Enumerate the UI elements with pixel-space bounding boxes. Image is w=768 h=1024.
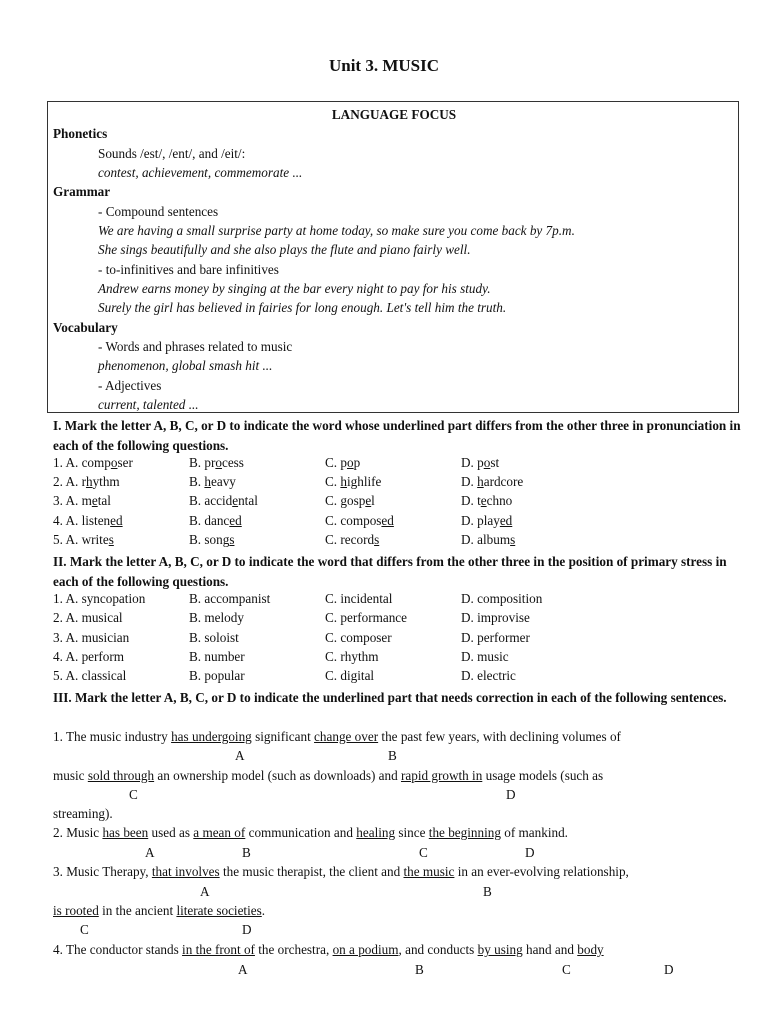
- option-c: C. incidental: [325, 591, 393, 606]
- option-c: C. composed: [325, 513, 394, 528]
- answer-letter-b: B: [415, 962, 424, 977]
- vocabulary-line: - Words and phrases related to music: [98, 339, 293, 354]
- section-1-heading: I. Mark the letter A, B, C, or D to indicate the word whose underlined part differs from the other three in pronunciation in each of the following questions.: [53, 418, 741, 453]
- question-row: [53, 630, 743, 649]
- option-a: 3. A. metal: [53, 493, 111, 508]
- answer-letter-b: B: [483, 884, 492, 899]
- phonetics-label: Phonetics: [53, 126, 108, 141]
- option-c: C. performance: [325, 610, 408, 625]
- phonetics-example: contest, achievement, commemorate ...: [98, 165, 303, 180]
- section-2-heading: II. Mark the letter A, B, C, or D to indicate the word that differs from the other three in the position of primary stress in each of the following questions.: [53, 554, 727, 589]
- answer-letter-b: B: [242, 845, 251, 860]
- sentence-2: 2. Music has been used as a mean of communication and healing since the beginning of mankind.: [53, 825, 568, 840]
- option-c: C. gospel: [325, 493, 375, 508]
- question-row: [53, 649, 743, 668]
- answer-letter-d: D: [506, 787, 516, 802]
- option-d: D. techno: [461, 493, 513, 508]
- language-focus-box: [47, 101, 739, 413]
- grammar-example: Andrew earns money by singing at the bar every night to pay for his study.: [98, 281, 491, 296]
- question-row: [53, 591, 743, 610]
- sentence-4: 4. The conductor stands in the front of the orchestra, on a podium, and conducts by using hand and body: [53, 942, 604, 957]
- focus-heading: LANGUAGE FOCUS: [331, 107, 457, 122]
- sentence-1-line-2: music sold through an ownership model (such as downloads) and rapid growth in usage models (such as: [53, 768, 604, 783]
- answer-letter-a: A: [238, 962, 248, 977]
- option-b: B. soloist: [189, 630, 239, 645]
- option-a: 5. A. classical: [53, 668, 127, 683]
- option-b: B. number: [189, 649, 245, 664]
- page-title: Unit 3. MUSIC: [328, 56, 440, 75]
- grammar-label: Grammar: [53, 184, 111, 199]
- question-row: [53, 532, 743, 551]
- question-row: [53, 474, 743, 493]
- phonetics-line: Sounds /est/, /ent/, and /eit/:: [98, 146, 246, 161]
- option-a: 1. A. syncopation: [53, 591, 146, 606]
- option-d: D. improvise: [461, 610, 530, 625]
- option-b: B. danced: [189, 513, 242, 528]
- answer-letter-a: A: [200, 884, 210, 899]
- option-a: 2. A. rhythm: [53, 474, 120, 489]
- question-row: [53, 668, 743, 687]
- answer-letter-d: D: [664, 962, 674, 977]
- answer-letter-c: C: [562, 962, 571, 977]
- answer-letter-c: C: [129, 787, 138, 802]
- option-c: C. highlife: [325, 474, 382, 489]
- option-c: C. pop: [325, 455, 361, 470]
- option-d: D. hardcore: [461, 474, 524, 489]
- option-b: B. songs: [189, 532, 235, 547]
- answer-letter-a: A: [235, 748, 245, 763]
- question-row: [53, 513, 743, 532]
- grammar-example: We are having a small surprise party at home today, so make sure you come back by 7p.m.: [98, 223, 575, 238]
- option-a: 1. A. composer: [53, 455, 133, 470]
- answer-letter-a: A: [145, 845, 155, 860]
- option-b: B. accompanist: [189, 591, 271, 606]
- grammar-line: - Compound sentences: [98, 204, 219, 219]
- vocabulary-line: - Adjectives: [98, 378, 162, 393]
- option-d: D. music: [461, 649, 509, 664]
- answer-letter-c: C: [419, 845, 428, 860]
- vocabulary-example: phenomenon, global smash hit ...: [98, 358, 273, 373]
- option-a: 4. A. perform: [53, 649, 125, 664]
- question-row: [53, 493, 743, 512]
- answer-letter-d: D: [242, 922, 252, 937]
- vocabulary-label: Vocabulary: [53, 320, 118, 335]
- grammar-example: She sings beautifully and she also plays the flute and piano fairly well.: [98, 242, 471, 257]
- section-3-heading: III. Mark the letter A, B, C, or D to indicate the underlined part that needs correction in each of the following sentences.: [53, 690, 727, 705]
- option-a: 5. A. writes: [53, 532, 114, 547]
- option-d: D. albums: [461, 532, 516, 547]
- question-row: [53, 610, 743, 629]
- option-a: 3. A. musician: [53, 630, 130, 645]
- option-b: B. popular: [189, 668, 245, 683]
- option-a: 4. A. listened: [53, 513, 123, 528]
- sentence-1-line-3: streaming).: [53, 806, 113, 821]
- sentence-3-line-1: 3. Music Therapy, that involves the music therapist, the client and the music in an ever-evolving relationship,: [53, 864, 629, 879]
- grammar-example: Surely the girl has believed in fairies for long enough. Let's tell him the truth.: [98, 300, 507, 315]
- answer-letter-d: D: [525, 845, 535, 860]
- grammar-line: - to-infinitives and bare infinitives: [98, 262, 279, 277]
- question-row: [53, 455, 743, 474]
- answer-letter-c: C: [80, 922, 89, 937]
- option-d: D. electric: [461, 668, 516, 683]
- answer-letter-b: B: [388, 748, 397, 763]
- option-d: D. performer: [461, 630, 530, 645]
- option-b: B. heavy: [189, 474, 236, 489]
- option-b: B. melody: [189, 610, 244, 625]
- option-b: B. accidental: [189, 493, 258, 508]
- option-b: B. process: [189, 455, 244, 470]
- option-c: C. records: [325, 532, 380, 547]
- option-a: 2. A. musical: [53, 610, 123, 625]
- option-c: C. composer: [325, 630, 392, 645]
- option-c: C. rhythm: [325, 649, 379, 664]
- option-d: D. post: [461, 455, 500, 470]
- option-c: C. digital: [325, 668, 375, 683]
- sentence-3-line-2: is rooted in the ancient literate societies.: [53, 903, 266, 918]
- sentence-1-line-1: 1. The music industry has undergoing significant change over the past few years, with declining volumes of: [53, 729, 621, 744]
- option-d: D. played: [461, 513, 513, 528]
- vocabulary-example: current, talented ...: [98, 397, 199, 412]
- option-d: D. composition: [461, 591, 543, 606]
